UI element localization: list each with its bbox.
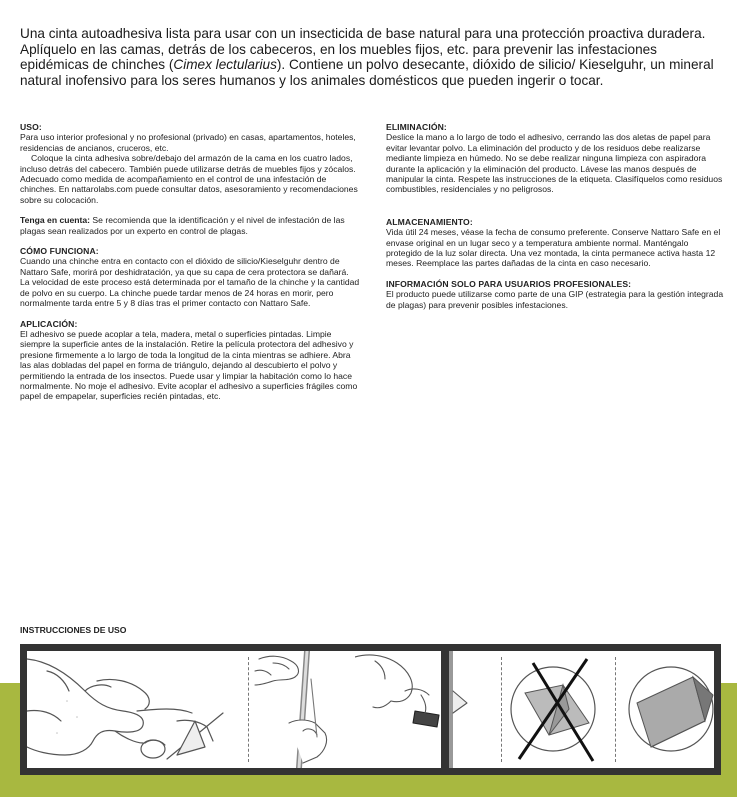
panel-divider [615, 657, 617, 762]
uso-text: Para uso interior profesional y no profesional (privado) en casas, apartamentos, hoteles, residencias de ancianos, cruceros, etc. [20, 132, 356, 153]
section-tenga [20, 215, 360, 236]
como-text: Cuando una chinche entra en contacto con el dióxido de silicio/Kieselguhr dentro de Nattaro Safe, morirá por deshidratación, ya que su capa de cera protectora se dañará. La velocidad de este proceso está determinada por el tamaño de la chinche y la cantidad de polvo en su cuerpo. La chinche puede tardar menos de 24 horas en morir, pero normalmente tarda entre 5 y 8 días tras el primer contacto con Nattaro Safe. [20, 256, 360, 309]
instructions-title: INSTRUCCIONES DE USO [20, 625, 127, 635]
panel-divider [248, 657, 250, 762]
section-eliminacion [386, 122, 726, 195]
step-incorrect-folded-illustration [505, 651, 605, 768]
uso-title: USO: [20, 122, 42, 132]
step-peel-backing-illustration [251, 651, 351, 768]
intro-paragraph [20, 26, 720, 88]
step-press-tape-illustration [355, 651, 500, 768]
instructions-strip [20, 644, 721, 775]
section-almacenamiento [386, 217, 726, 269]
almacenamiento-title: ALMACENAMIENTO: [386, 216, 473, 227]
section-aplicacion [20, 319, 360, 402]
section-uso [20, 122, 360, 205]
aplicacion-text: El adhesivo se puede acoplar a tela, madera, metal o superficies pintadas. Limpie siempre la superficie antes de la instalación. Retire la película protectora del adhesivo y presione firmemente a lo largo de toda la longitud de la cinta mientras se adhiere. Abra las alas dobladas del papel en forma de triángulo, dejando al descubierto el polvo y permitiendo la entrada de los insectos. Puede usar y limpiar la habitación como lo hace normalmente. No moje el adhesivo. Evite acoplar el adhesivo a superficies frágiles como papel de empapelar, superficies recién pintadas, etc. [20, 328, 358, 402]
tenga-label: Tenga en cuenta: [20, 215, 91, 226]
section-profesionales [386, 279, 726, 310]
como-title: CÓMO FUNCIONA: [20, 246, 99, 257]
section-como-funciona [20, 246, 360, 308]
profesionales-text: El producto puede utilizarse como parte de una GIP (estrategia para la gestión integrada de plagas) para prevenir posibles infestaciones. [386, 289, 724, 310]
profesionales-title: INFORMACIÓN SOLO PARA USUARIOS PROFESIONALES: [386, 278, 632, 289]
intro-species-name: Cimex lectularius [173, 57, 277, 73]
eliminacion-text: Deslice la mano a lo largo de todo el adhesivo, cerrando las dos aletas de papel para evitar levantar polvo. La eliminación del producto y de los residuos debe realizarse mediante limpieza en húmedo. No se debe realizar ninguna limpieza con aspiradora durante la aplicación y la eliminación del producto. Lávese las manos después de manipular la cinta. Respete las instrucciones de la etiqueta. Clasifíquelos como residuos combustibles, residenciales y no peligrosos. [386, 132, 723, 195]
step-wipe-surface-illustration [27, 651, 247, 768]
aplicacion-title: APLICACIÓN: [20, 318, 78, 329]
left-column [20, 122, 360, 412]
panel-divider [501, 657, 503, 762]
step-correct-open-illustration [621, 651, 715, 768]
eliminacion-title: ELIMINACIÓN: [386, 122, 447, 132]
intro-text-2: ). Contiene un polvo desecante, dióxido de silicio/ Kieselguhr, un mineral natural inofensivo para los seres humanos y los animales domésticos que pueden ingerir o tocar. [20, 57, 714, 88]
right-column [386, 122, 726, 320]
tenga-text: Se recomienda que la identificación y el nivel de infestación de las plagas sean realizados por un experto en control de plagas. [20, 215, 345, 236]
almacenamiento-text: Vida útil 24 meses, véase la fecha de consumo preferente. Conserve Nattaro Safe en el envase original en un lugar seco y a temperatura ambiente normal. Manténgalo protegido de la luz solar directa. Una vez montada, la cinta permanece activa hasta 12 meses. Reemplace las partes dañadas de la cinta en caso necesario. [386, 227, 721, 269]
uso-text-2: Coloque la cinta adhesiva sobre/debajo del armazón de la cama en los cuatro lados, incluso detrás del cabecero. También puede utilizarse detrás de muebles fijos y zócalos. Adecuado como medida de acompañamiento en el control de una infestación de chinches. En nattarolabs.com puede consultar datos, asesoramiento y recomendaciones sobre su colocación. [20, 153, 358, 205]
intro-text-1: Una cinta autoadhesiva lista para usar con un insecticida de base natural para una protección proactiva duradera. Aplíquelo en las camas, detrás de los cabeceros, en los muebles fijos, etc. para prevenir las infestaciones epidémicas de chinches ( [20, 26, 706, 73]
